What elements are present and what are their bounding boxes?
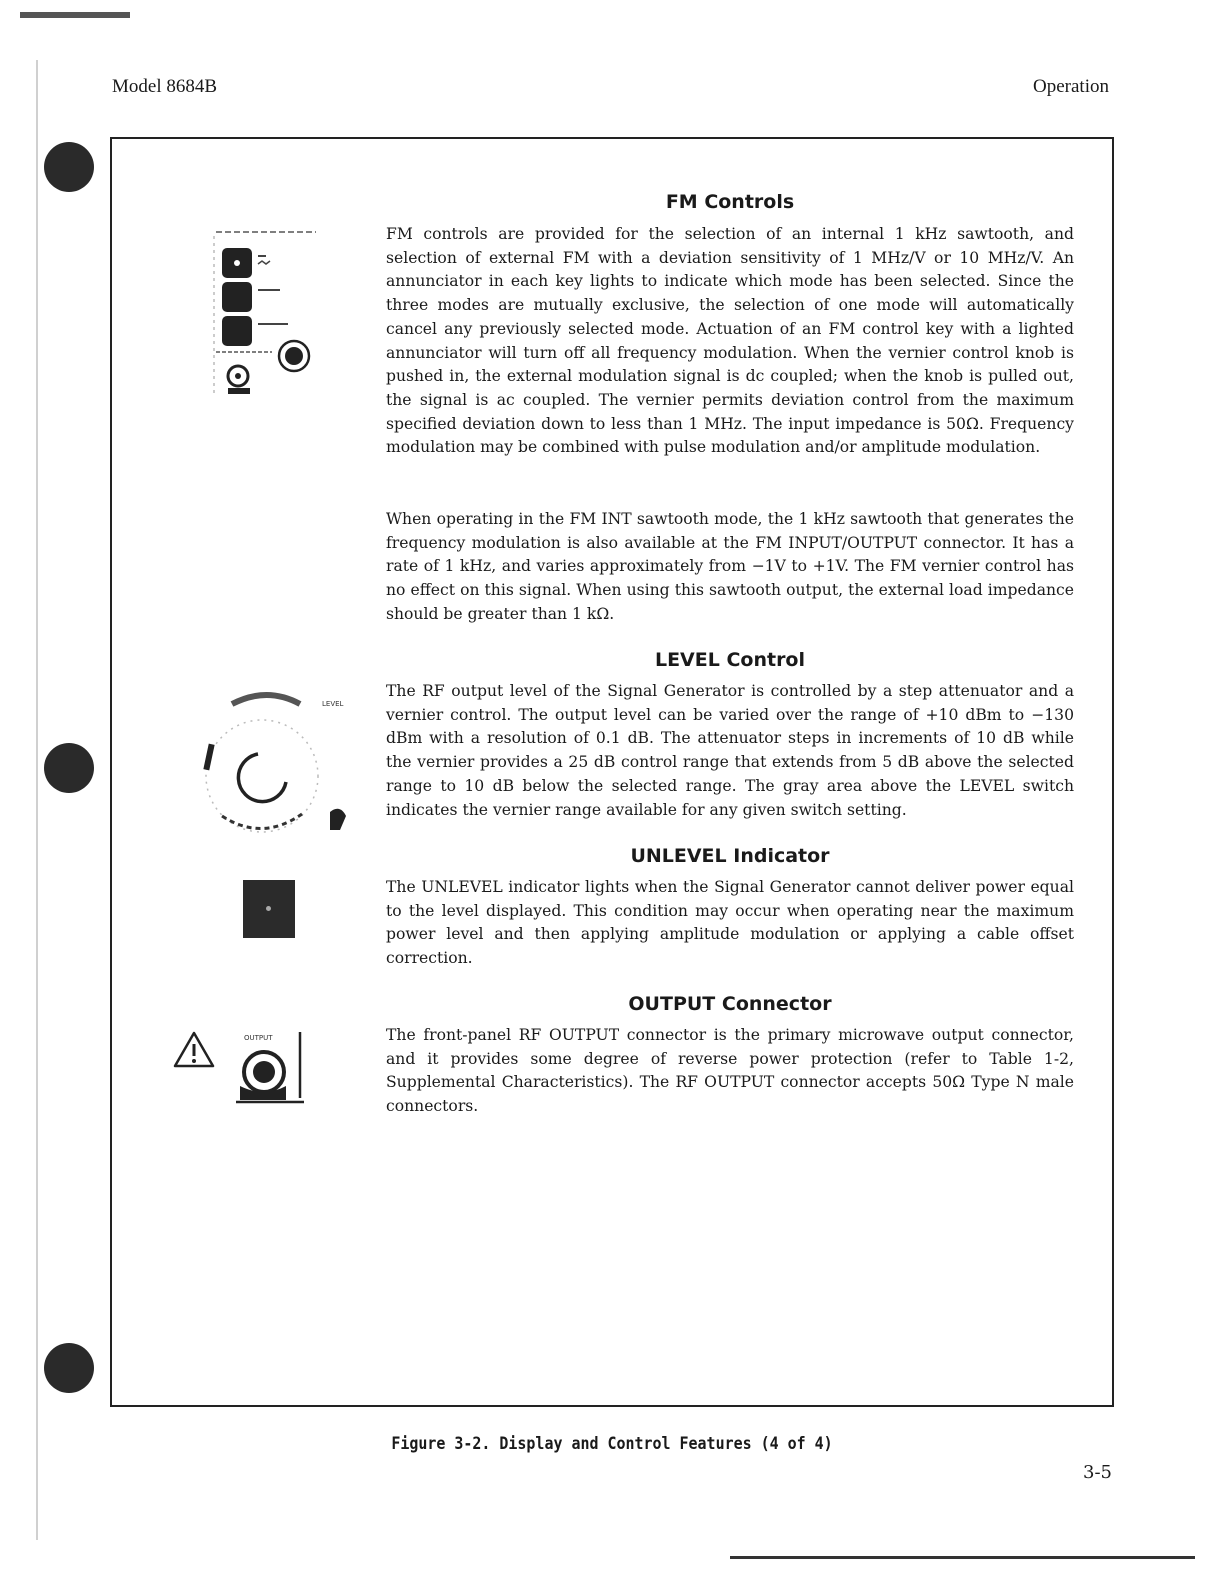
punch-hole-bottom xyxy=(44,1343,94,1393)
header-model: Model 8684B xyxy=(112,76,218,97)
fm-controls-paragraph-1: FM controls are provided for the selection of an internal 1 kHz sawtooth, and selection of external FM with a deviation sensitivity of 1 MHz/V or 10 MHz/V. An annunciator in each key lights to indicate which mode has been selected. Since the three modes are mutually exclusive, the selection of one mode will automatically cancel any previously selected mode. Actuation of an FM control key with a lighted annunciator will turn off all frequency modulation. When the vernier control knob is pushed in, the external modulation signal is dc coupled; when the knob is pulled out, the signal is ac coupled. The vernier permits deviation control from the maximum specified deviation down to less than 1 MHz. The input impedance is 50Ω. Frequency modulation may be combined with pulse modulation and/or amplitude modulation. xyxy=(386,225,1074,457)
punch-hole-middle xyxy=(44,743,94,793)
warning-triangle-icon xyxy=(172,1030,216,1070)
scan-bottom-line xyxy=(730,1556,1195,1559)
page-number: 3-5 xyxy=(1083,1462,1112,1483)
scan-top-mark xyxy=(20,12,130,18)
punch-hole-top xyxy=(44,142,94,192)
unlevel-indicator-title: UNLEVEL Indicator xyxy=(630,845,830,867)
fm-controls-panel-illustration xyxy=(208,226,324,400)
fm-controls-title: FM Controls xyxy=(665,191,795,213)
level-knob-illustration xyxy=(192,684,352,844)
rf-output-connector-illustration xyxy=(232,1028,308,1108)
level-control-paragraph: The RF output level of the Signal Generator is controlled by a step attenuator and a vernier control. The output level can be varied over the range of +10 dBm to −130 dBm with a resolution of 0.1 dB. The attenuator steps in increments of 10 dB while the vernier provides a 25 dB control range that extends from 5 dB above the selected range to 10 dB below the selected range. The gray area above the LEVEL switch indicates the vernier range available for any given switch setting. xyxy=(386,682,1074,819)
indicator-lamp-icon xyxy=(266,906,271,911)
figure-caption: Figure 3-2. Display and Control Features (4 of 4) xyxy=(391,1434,833,1454)
header-section: Operation xyxy=(1033,76,1109,97)
level-control-title: LEVEL Control xyxy=(654,649,806,671)
binder-edge xyxy=(36,60,38,1540)
unlevel-indicator-paragraph: The UNLEVEL indicator lights when the Signal Generator cannot deliver power equal to the level displayed. This condition may occur when operating near the maximum power level and then applying amplitude modulation or applying a cable offset correction. xyxy=(386,878,1074,968)
output-connector-paragraph: The front-panel RF OUTPUT connector is the primary microwave output connector, and it provides some degree of reverse power protection (refer to Table 1-2, Supplemental Characteristics). The RF OUTPUT connector accepts 50Ω Type N male connectors. xyxy=(386,1026,1074,1116)
output-connector-title: OUTPUT Connector xyxy=(628,993,832,1015)
fm-controls-paragraph-2: When operating in the FM INT sawtooth mode, the 1 kHz sawtooth that generates the frequency modulation is also available at the FM INPUT/OUTPUT connector. It has a rate of 1 kHz, and varies approximately from −1V to +1V. The FM vernier control has no effect on this signal. When using this sawtooth output, the external load impedance should be greater than 1 kΩ. xyxy=(386,510,1074,623)
svg-text:OUTPUT: OUTPUT xyxy=(244,1034,273,1042)
unlevel-indicator-illustration xyxy=(243,880,295,938)
svg-text:LEVEL: LEVEL xyxy=(322,700,344,708)
